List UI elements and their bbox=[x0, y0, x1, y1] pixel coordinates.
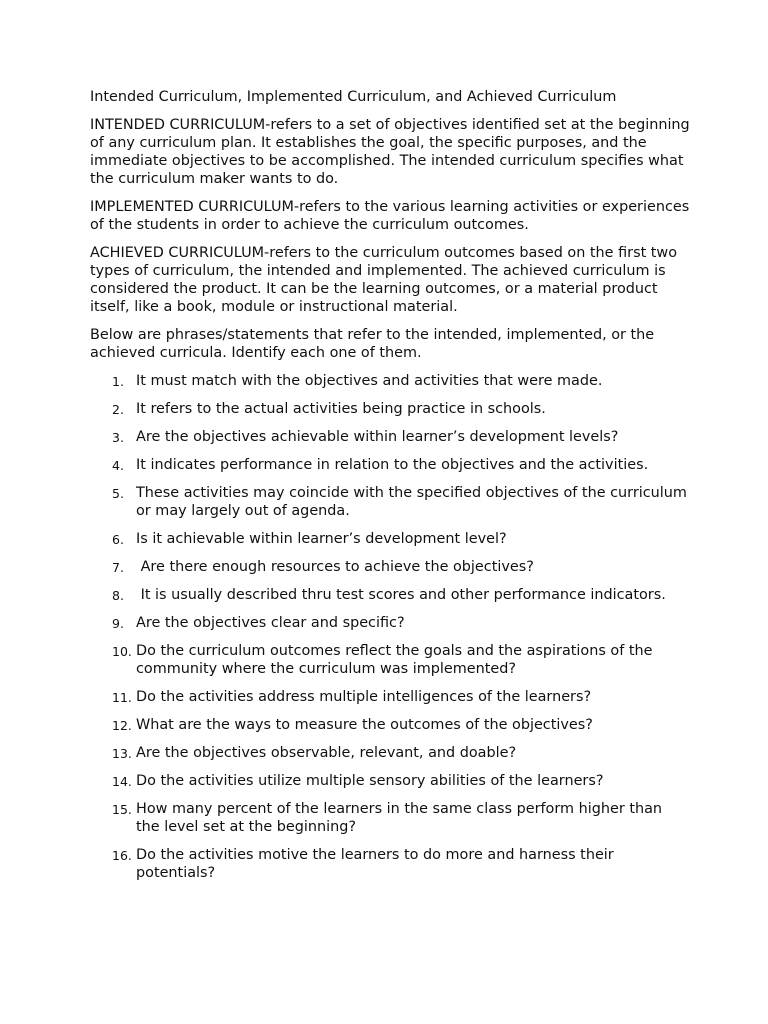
item-text: It is usually described thru test scores and other performance indicators. bbox=[136, 587, 666, 603]
list-item bbox=[90, 558, 690, 576]
list-item bbox=[90, 800, 690, 836]
item-number: 10. bbox=[112, 644, 132, 659]
item-number: 16. bbox=[112, 848, 132, 863]
item-text: It indicates performance in relation to the objectives and the activities. bbox=[136, 457, 649, 473]
list-item bbox=[90, 372, 690, 390]
item-number: 9. bbox=[112, 616, 124, 631]
item-text: These activities may coincide with the specified objectives of the curriculum or may largely out of agenda. bbox=[136, 485, 687, 519]
list-item bbox=[90, 846, 690, 882]
document-title: Intended Curriculum, Implemented Curriculum, and Achieved Curriculum bbox=[90, 89, 617, 105]
list-item bbox=[90, 744, 690, 762]
implemented-curriculum-definition: IMPLEMENTED CURRICULUM-refers to the various learning activities or experiences of the students in order to achieve the curriculum outcomes. bbox=[90, 199, 690, 233]
list-item bbox=[90, 484, 690, 520]
list-item bbox=[90, 614, 690, 632]
list-item bbox=[90, 456, 690, 474]
item-text: It must match with the objectives and activities that were made. bbox=[136, 373, 603, 389]
item-text: It refers to the actual activities being practice in schools. bbox=[136, 401, 546, 417]
item-number: 14. bbox=[112, 774, 132, 789]
list-item bbox=[90, 428, 690, 446]
item-number: 7. bbox=[112, 560, 124, 575]
item-number: 2. bbox=[112, 402, 124, 417]
list-item bbox=[90, 530, 690, 548]
list-item bbox=[90, 642, 690, 678]
item-number: 13. bbox=[112, 746, 132, 761]
intended-curriculum-definition: INTENDED CURRICULUM-refers to a set of objectives identified set at the beginning of any curriculum plan. It establishes the goal, the specific purposes, and the immediate objectives to be accomplished. The intended curriculum specifies what the curriculum maker wants to do. bbox=[90, 117, 690, 187]
question-list bbox=[90, 372, 690, 882]
item-text: What are the ways to measure the outcomes of the objectives? bbox=[136, 717, 593, 733]
list-item bbox=[90, 716, 690, 734]
item-text: Is it achievable within learner’s development level? bbox=[136, 531, 507, 547]
item-text: Do the activities motive the learners to do more and harness their potentials? bbox=[136, 847, 614, 881]
item-text: Are there enough resources to achieve the objectives? bbox=[136, 559, 534, 575]
item-number: 5. bbox=[112, 486, 124, 501]
item-number: 1. bbox=[112, 374, 124, 389]
list-item bbox=[90, 586, 690, 604]
item-text: Do the activities utilize multiple sensory abilities of the learners? bbox=[136, 773, 604, 789]
list-item bbox=[90, 688, 690, 706]
item-number: 4. bbox=[112, 458, 124, 473]
item-text: Are the objectives clear and specific? bbox=[136, 615, 405, 631]
item-number: 11. bbox=[112, 690, 132, 705]
item-number: 8. bbox=[112, 588, 124, 603]
item-text: Are the objectives observable, relevant, and doable? bbox=[136, 745, 517, 761]
item-number: 3. bbox=[112, 430, 124, 445]
item-number: 15. bbox=[112, 802, 132, 817]
instructions-paragraph: Below are phrases/statements that refer to the intended, implemented, or the achieved curricula. Identify each one of them. bbox=[90, 327, 655, 361]
item-text: Are the objectives achievable within learner’s development levels? bbox=[136, 429, 619, 445]
list-item bbox=[90, 772, 690, 790]
achieved-curriculum-definition: ACHIEVED CURRICULUM-refers to the curriculum outcomes based on the first two types of curriculum, the intended and implemented. The achieved curriculum is considered the product. It can be the learning outcomes, or a material product itself, like a book, module or instructional material. bbox=[90, 245, 678, 315]
item-number: 6. bbox=[112, 532, 124, 547]
item-text: Do the curriculum outcomes reflect the goals and the aspirations of the community where the curriculum was implemented? bbox=[136, 643, 653, 677]
item-text: How many percent of the learners in the same class perform higher than the level set at the beginning? bbox=[136, 801, 663, 835]
item-text: Do the activities address multiple intelligences of the learners? bbox=[136, 689, 592, 705]
document-page bbox=[90, 88, 690, 892]
item-number: 12. bbox=[112, 718, 132, 733]
list-item bbox=[90, 400, 690, 418]
